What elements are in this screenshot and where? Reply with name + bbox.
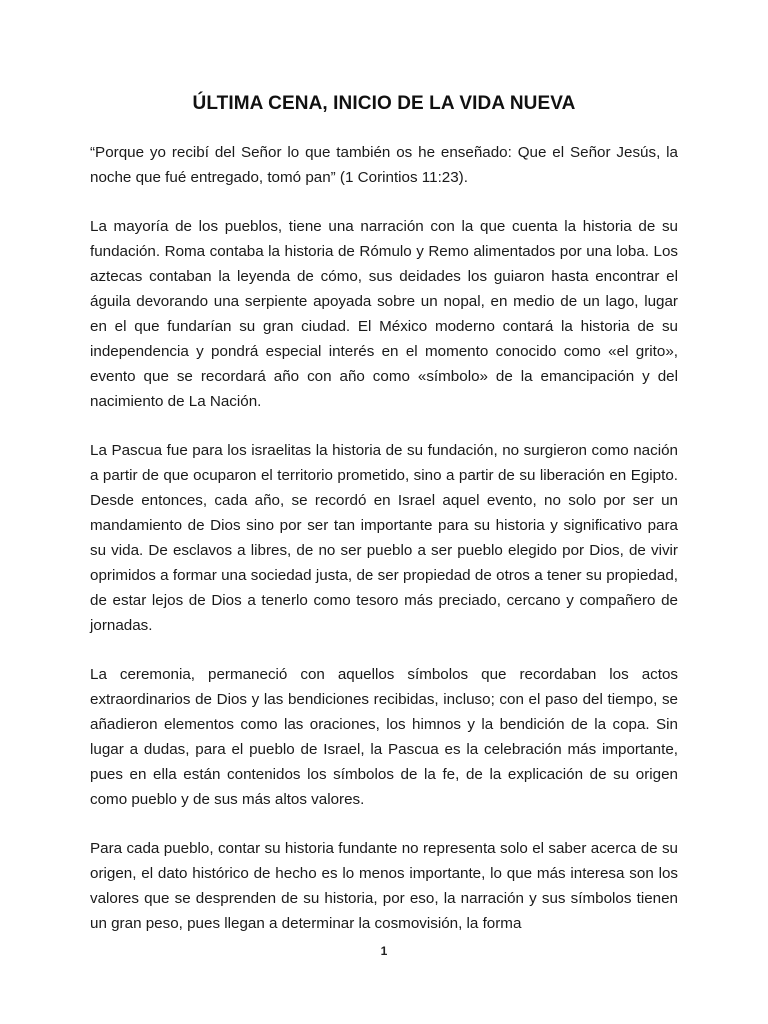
page-number: 1	[380, 944, 388, 958]
paragraph-2: La Pascua fue para los israelitas la historia de su fundación, no surgieron como nación a partir de que ocuparon el territorio prometido, sino a partir de su liberación en Egipto. Desde entonces, cada año, se recordó en Israel aquel evento, no solo por ser un mandamiento de Dios sino por ser tan importante para su historia y significativo para su vida. De esclavos a libres, de no ser pueblo a ser pueblo elegido por Dios, de vivir oprimidos a formar una sociedad justa, de ser propiedad de otros a tener su propiedad, de estar lejos de Dios a tenerlo como tesoro más preciado, cercano y compañero de jornadas.	[90, 442, 678, 634]
document-title: ÚLTIMA CENA, INICIO DE LA VIDA NUEVA	[192, 93, 576, 114]
bible-quote: “Porque yo recibí del Señor lo que también os he enseñado: Que el Señor Jesús, la noche que fué entregado, tomó pan” (1 Corintios 11:23).	[90, 144, 678, 186]
paragraph-4: Para cada pueblo, contar su historia fundante no representa solo el saber acerca de su origen, el dato histórico de hecho es lo menos importante, lo que más interesa son los valores que se desprenden de su historia, por eso, la narración y sus símbolos tienen un gran peso, pues llegan a determinar la cosmovisión, la forma	[90, 840, 678, 932]
paragraph-1: La mayoría de los pueblos, tiene una narración con la que cuenta la historia de su fundación. Roma contaba la historia de Rómulo y Remo alimentados por una loba. Los aztecas contaban la leyenda de cómo, sus deidades los guiaron hasta encontrar el águila devorando una serpiente apoyada sobre un nopal, en medio de un lago, lugar en el que fundarían su gran ciudad. El México moderno contará la historia de su independencia y pondrá especial interés en el momento conocido como «el grito», evento que se recordará año con año como «símbolo» de la emancipación y del nacimiento de La Nación.	[90, 218, 678, 410]
paragraph-3: La ceremonia, permaneció con aquellos símbolos que recordaban los actos extraordinarios de Dios y las bendiciones recibidas, incluso; con el paso del tiempo, se añadieron elementos como las oraciones, los himnos y la bendición de la copa. Sin lugar a dudas, para el pueblo de Israel, la Pascua es la celebración más importante, pues en ella están contenidos los símbolos de la fe, de la explicación de su origen como pueblo y de sus más altos valores.	[90, 666, 678, 808]
